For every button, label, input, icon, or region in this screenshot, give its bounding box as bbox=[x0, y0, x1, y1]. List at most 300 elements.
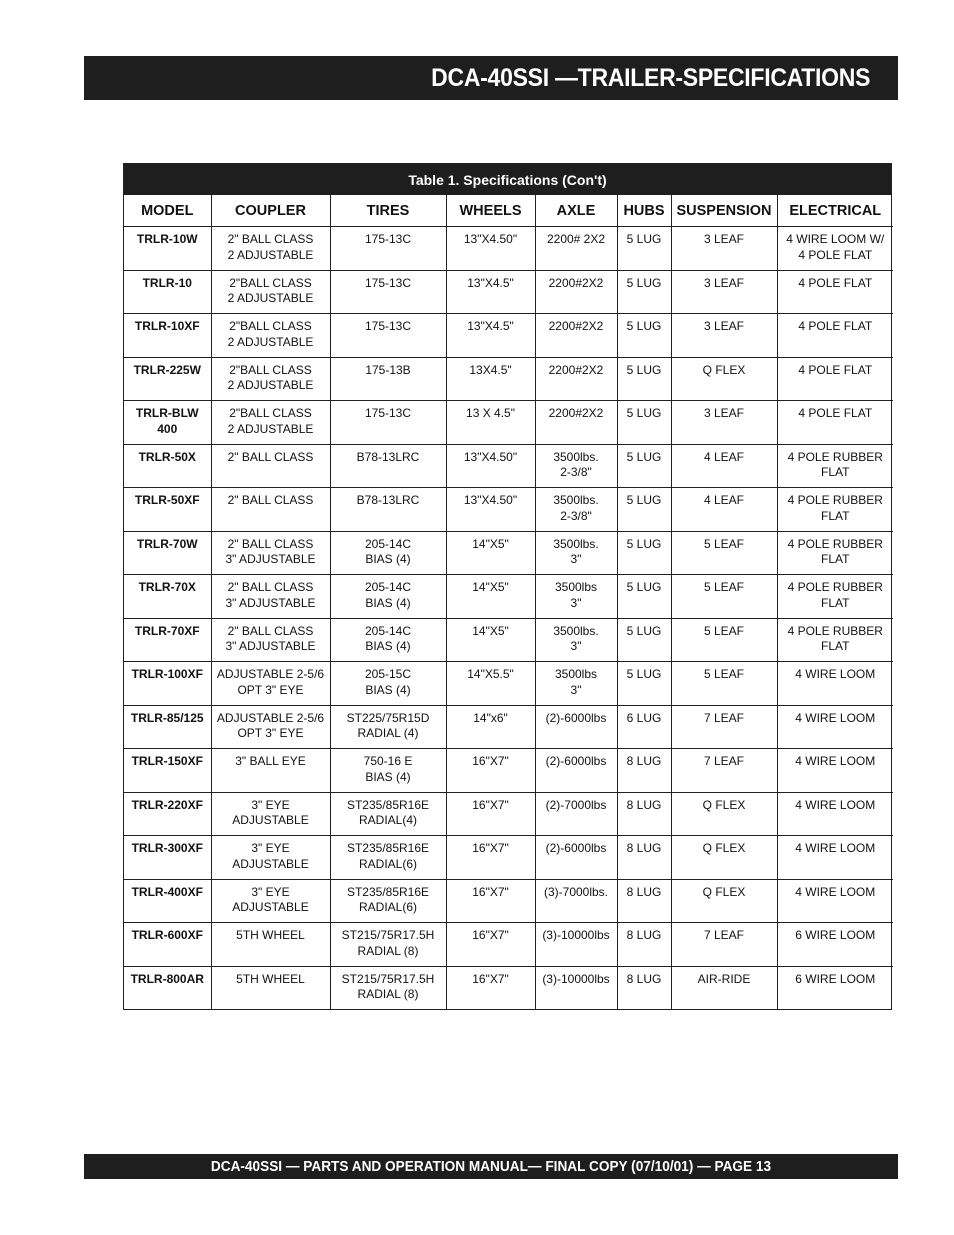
cell-text-line: B78-13LRC bbox=[356, 493, 420, 507]
cell-model bbox=[124, 401, 211, 445]
cell-text-line: 3 LEAF bbox=[703, 232, 745, 246]
cell-text-line: RADIAL (8) bbox=[357, 987, 419, 1001]
cell-electrical bbox=[777, 488, 893, 532]
cell-text-line: 750-16 E bbox=[363, 754, 413, 768]
cell-text-line: BIAS (4) bbox=[365, 552, 411, 566]
cell-electrical bbox=[777, 314, 893, 358]
cell-model bbox=[124, 531, 211, 575]
cell-wheels bbox=[446, 270, 535, 314]
cell-wheels bbox=[446, 966, 535, 1009]
cell-text-line: ADJUSTABLE 2-5/6 bbox=[216, 710, 325, 725]
cell-suspension bbox=[671, 705, 777, 749]
cell-text-line: 4 POLE FLAT bbox=[798, 275, 873, 290]
cell-coupler bbox=[211, 401, 330, 445]
cell-text-line: 4 WIRE LOOM bbox=[795, 710, 876, 725]
cell-text-line: 205-14C bbox=[364, 623, 412, 638]
cell-text-line: ADJUSTABLE bbox=[232, 813, 309, 827]
table-row bbox=[124, 749, 893, 793]
cell-wheels bbox=[446, 792, 535, 836]
cell-coupler bbox=[211, 836, 330, 880]
cell-text-line: BIAS (4) bbox=[365, 595, 411, 610]
cell-text-line: 5 LUG bbox=[626, 580, 662, 594]
cell-hubs bbox=[617, 575, 671, 619]
table-row bbox=[124, 357, 893, 401]
cell-electrical bbox=[777, 705, 893, 749]
cell-text-line: OPT 3" EYE bbox=[237, 726, 304, 740]
cell-text-line: 5 LUG bbox=[626, 623, 662, 638]
specifications-table bbox=[123, 163, 892, 1010]
cell-text-line: 4 POLE FLAT bbox=[798, 362, 873, 377]
cell-model bbox=[124, 966, 211, 1009]
cell-text-line: TRLR-800AR bbox=[130, 971, 204, 986]
cell-text-line: 7 LEAF bbox=[703, 928, 745, 942]
cell-wheels bbox=[446, 227, 535, 271]
cell-suspension bbox=[671, 444, 777, 488]
cell-text-line: 5 LUG bbox=[626, 493, 662, 507]
cell-text-line: 5 LUG bbox=[626, 536, 662, 551]
cell-suspension bbox=[671, 618, 777, 662]
cell-text-line: 2" BALL CLASS bbox=[227, 580, 314, 594]
cell-coupler bbox=[211, 270, 330, 314]
cell-hubs bbox=[617, 270, 671, 314]
cell-text-line: 175-13C bbox=[364, 275, 412, 290]
cell-text-line: 3 LEAF bbox=[703, 275, 745, 290]
cell-electrical bbox=[777, 836, 893, 880]
cell-axle bbox=[535, 966, 617, 1009]
cell-hubs bbox=[617, 836, 671, 880]
cell-model bbox=[124, 923, 211, 967]
cell-coupler bbox=[211, 488, 330, 532]
cell-text-line: 3500lbs. bbox=[553, 536, 599, 551]
cell-suspension bbox=[671, 357, 777, 401]
cell-text-line: ST235/85R16E bbox=[346, 797, 430, 812]
cell-text-line: 16"X7" bbox=[472, 884, 509, 899]
cell-text-line: RADIAL(6) bbox=[358, 900, 417, 914]
table-row bbox=[124, 618, 893, 662]
cell-text-line: TRLR-10 bbox=[142, 275, 192, 290]
column-header-suspension: SUSPENSION bbox=[671, 195, 777, 227]
cell-hubs bbox=[617, 444, 671, 488]
cell-text-line: 175-13C bbox=[364, 232, 412, 246]
cell-text-line: 2-3/8" bbox=[560, 465, 592, 479]
column-header-hubs: HUBS bbox=[617, 195, 671, 227]
cell-text-line: 2"BALL CLASS bbox=[229, 319, 312, 333]
table-row bbox=[124, 792, 893, 836]
column-header-model: MODEL bbox=[124, 195, 211, 227]
cell-text-line: TRLR-10XF bbox=[134, 319, 200, 333]
cell-text-line: (2)-6000lbs bbox=[545, 754, 607, 768]
cell-text-line: 2" BALL CLASS bbox=[227, 232, 314, 246]
cell-suspension bbox=[671, 401, 777, 445]
spec-grid bbox=[124, 195, 893, 1009]
cell-text-line: 2 ADJUSTABLE bbox=[227, 378, 314, 392]
cell-text-line: 5 LUG bbox=[626, 449, 662, 464]
cell-text-line: TRLR-70X bbox=[138, 580, 196, 594]
cell-text-line: Q FLEX bbox=[702, 797, 746, 812]
page-title: DCA-40SSI —TRAILER-SPECIFICATIONS bbox=[430, 63, 870, 92]
cell-text-line: 14"X5" bbox=[472, 536, 509, 551]
cell-hubs bbox=[617, 966, 671, 1009]
cell-text-line: TRLR-10W bbox=[136, 232, 198, 246]
cell-model bbox=[124, 357, 211, 401]
cell-text-line: 8 LUG bbox=[626, 797, 662, 812]
cell-electrical bbox=[777, 531, 893, 575]
cell-tires bbox=[330, 488, 446, 532]
cell-tires bbox=[330, 879, 446, 923]
cell-suspension bbox=[671, 575, 777, 619]
cell-text-line: 4 POLE RUBBER bbox=[787, 536, 883, 551]
cell-electrical bbox=[777, 270, 893, 314]
cell-wheels bbox=[446, 401, 535, 445]
cell-text-line: 400 bbox=[157, 421, 178, 436]
cell-text-line: 2"BALL CLASS bbox=[229, 275, 312, 290]
page-footer bbox=[84, 1154, 898, 1179]
cell-axle bbox=[535, 836, 617, 880]
cell-tires bbox=[330, 531, 446, 575]
cell-text-line: 175-13C bbox=[364, 319, 412, 333]
cell-text-line: 16"X7" bbox=[472, 928, 509, 942]
cell-text-line: ST215/75R17.5H bbox=[341, 928, 435, 942]
cell-text-line: 7 LEAF bbox=[703, 710, 745, 725]
cell-tires bbox=[330, 401, 446, 445]
table-header-row bbox=[124, 195, 893, 227]
cell-tires bbox=[330, 923, 446, 967]
cell-axle bbox=[535, 618, 617, 662]
cell-axle bbox=[535, 488, 617, 532]
cell-tires bbox=[330, 836, 446, 880]
cell-text-line: TRLR-300XF bbox=[131, 841, 203, 855]
cell-hubs bbox=[617, 488, 671, 532]
table-row bbox=[124, 401, 893, 445]
cell-text-line: BIAS (4) bbox=[365, 769, 411, 784]
cell-text-line: 4 WIRE LOOM bbox=[795, 667, 876, 681]
cell-text-line: 5 LUG bbox=[626, 319, 662, 333]
cell-axle bbox=[535, 444, 617, 488]
table-row bbox=[124, 705, 893, 749]
cell-hubs bbox=[617, 357, 671, 401]
cell-wheels bbox=[446, 662, 535, 706]
cell-text-line: 2-3/8" bbox=[560, 508, 592, 523]
cell-tires bbox=[330, 357, 446, 401]
cell-tires bbox=[330, 575, 446, 619]
cell-suspension bbox=[671, 792, 777, 836]
cell-text-line: 3" ADJUSTABLE bbox=[225, 595, 316, 610]
cell-text-line: 2" BALL CLASS bbox=[227, 449, 314, 464]
cell-coupler bbox=[211, 227, 330, 271]
cell-model bbox=[124, 227, 211, 271]
cell-model bbox=[124, 314, 211, 358]
cell-text-line: RADIAL (8) bbox=[357, 943, 419, 958]
cell-hubs bbox=[617, 923, 671, 967]
cell-axle bbox=[535, 575, 617, 619]
cell-wheels bbox=[446, 749, 535, 793]
cell-text-line: FLAT bbox=[821, 595, 850, 610]
cell-tires bbox=[330, 314, 446, 358]
page-header bbox=[84, 56, 898, 100]
cell-text-line: 14"X5" bbox=[472, 623, 509, 638]
cell-text-line: 8 LUG bbox=[626, 754, 662, 768]
cell-hubs bbox=[617, 792, 671, 836]
cell-text-line: 2200# 2X2 bbox=[546, 232, 606, 246]
cell-text-line: 4 POLE FLAT bbox=[798, 319, 873, 333]
cell-tires bbox=[330, 966, 446, 1009]
cell-text-line: 16"X7" bbox=[472, 841, 509, 855]
cell-text-line: 13"X4.50" bbox=[463, 449, 518, 464]
cell-text-line: 4 POLE FLAT bbox=[798, 406, 873, 420]
cell-text-line: TRLR-50X bbox=[138, 449, 196, 464]
table-row bbox=[124, 923, 893, 967]
cell-text-line: 205-14C bbox=[364, 580, 412, 594]
cell-text-line: Q FLEX bbox=[702, 362, 746, 377]
cell-text-line: 13 X 4.5" bbox=[466, 406, 515, 420]
table-row bbox=[124, 444, 893, 488]
cell-coupler bbox=[211, 357, 330, 401]
cell-tires bbox=[330, 270, 446, 314]
cell-text-line: 5 LUG bbox=[626, 406, 662, 420]
cell-text-line: 4 POLE RUBBER bbox=[787, 623, 883, 638]
cell-text-line: 8 LUG bbox=[626, 841, 662, 855]
cell-axle bbox=[535, 792, 617, 836]
cell-text-line: FLAT bbox=[821, 552, 850, 566]
cell-text-line: 2200#2X2 bbox=[548, 362, 604, 377]
cell-text-line: 8 LUG bbox=[626, 928, 662, 942]
cell-electrical bbox=[777, 879, 893, 923]
cell-suspension bbox=[671, 488, 777, 532]
cell-text-line: 5 LEAF bbox=[703, 623, 745, 638]
cell-tires bbox=[330, 792, 446, 836]
cell-model bbox=[124, 792, 211, 836]
cell-wheels bbox=[446, 879, 535, 923]
cell-text-line: 5 LEAF bbox=[703, 536, 745, 551]
cell-text-line: 3" bbox=[570, 682, 582, 697]
cell-text-line: 3500lbs bbox=[554, 580, 598, 594]
cell-text-line: 5 LUG bbox=[626, 362, 662, 377]
cell-model bbox=[124, 444, 211, 488]
cell-wheels bbox=[446, 488, 535, 532]
cell-text-line: TRLR-400XF bbox=[131, 884, 203, 899]
cell-text-line: TRLR-600XF bbox=[131, 928, 203, 942]
cell-wheels bbox=[446, 531, 535, 575]
cell-text-line: TRLR-220XF bbox=[131, 797, 203, 812]
cell-text-line: 4 WIRE LOOM bbox=[795, 841, 876, 855]
cell-text-line: TRLR-70W bbox=[136, 536, 198, 551]
cell-electrical bbox=[777, 966, 893, 1009]
cell-text-line: RADIAL (4) bbox=[357, 726, 419, 740]
cell-text-line: TRLR-50XF bbox=[134, 493, 200, 507]
cell-coupler bbox=[211, 662, 330, 706]
cell-text-line: 13X4.5" bbox=[469, 362, 512, 377]
cell-text-line: 16"X7" bbox=[472, 971, 509, 986]
cell-text-line: 16"X7" bbox=[472, 754, 509, 768]
cell-coupler bbox=[211, 618, 330, 662]
cell-electrical bbox=[777, 923, 893, 967]
cell-text-line: 175-13C bbox=[364, 406, 412, 420]
cell-text-line: 4 POLE RUBBER bbox=[787, 449, 883, 464]
cell-hubs bbox=[617, 705, 671, 749]
column-header-coupler: COUPLER bbox=[211, 195, 330, 227]
cell-text-line: RADIAL(6) bbox=[358, 856, 417, 871]
cell-text-line: (3)-10000lbs bbox=[542, 928, 610, 942]
cell-wheels bbox=[446, 618, 535, 662]
column-header-tires: TIRES bbox=[330, 195, 446, 227]
cell-text-line: 5 LEAF bbox=[703, 580, 745, 594]
cell-text-line: OPT 3" EYE bbox=[237, 682, 304, 697]
cell-axle bbox=[535, 923, 617, 967]
cell-wheels bbox=[446, 705, 535, 749]
cell-model bbox=[124, 270, 211, 314]
cell-text-line: 13"X4.5" bbox=[467, 319, 514, 333]
cell-text-line: 13"X4.50" bbox=[463, 493, 518, 507]
cell-coupler bbox=[211, 879, 330, 923]
cell-text-line: TRLR-85/125 bbox=[130, 710, 204, 725]
cell-text-line: B78-13LRC bbox=[356, 449, 420, 464]
cell-text-line: 2"BALL CLASS bbox=[229, 406, 312, 420]
cell-text-line: 4 POLE RUBBER bbox=[787, 580, 883, 594]
cell-text-line: 13"X4.50" bbox=[463, 232, 518, 246]
cell-text-line: 6 LUG bbox=[626, 710, 662, 725]
cell-electrical bbox=[777, 401, 893, 445]
cell-model bbox=[124, 575, 211, 619]
cell-model bbox=[124, 749, 211, 793]
cell-wheels bbox=[446, 923, 535, 967]
cell-text-line: Q FLEX bbox=[702, 884, 746, 899]
table-row bbox=[124, 488, 893, 532]
cell-hubs bbox=[617, 227, 671, 271]
table-row bbox=[124, 836, 893, 880]
cell-text-line: (3)-7000lbs. bbox=[543, 884, 609, 899]
cell-electrical bbox=[777, 575, 893, 619]
cell-text-line: 3500lbs. bbox=[553, 449, 599, 464]
cell-text-line: 2200#2X2 bbox=[548, 406, 604, 420]
cell-axle bbox=[535, 270, 617, 314]
cell-text-line: 13"X4.5" bbox=[467, 275, 514, 290]
cell-coupler bbox=[211, 792, 330, 836]
cell-text-line: 4 WIRE LOOM W/ bbox=[786, 232, 885, 246]
cell-suspension bbox=[671, 227, 777, 271]
table-caption: Table 1. Specifications (Con't) bbox=[124, 164, 891, 195]
table-row bbox=[124, 966, 893, 1009]
cell-axle bbox=[535, 227, 617, 271]
cell-text-line: 5TH WHEEL bbox=[236, 971, 305, 986]
cell-text-line: ST225/75R15D bbox=[346, 710, 430, 725]
cell-suspension bbox=[671, 836, 777, 880]
cell-text-line: 175-13B bbox=[365, 362, 411, 377]
cell-text-line: 2 ADJUSTABLE bbox=[227, 247, 314, 262]
cell-text-line: 3" bbox=[570, 639, 582, 653]
cell-text-line: RADIAL(4) bbox=[358, 813, 417, 827]
cell-suspension bbox=[671, 966, 777, 1009]
table-row bbox=[124, 270, 893, 314]
column-header-wheels: WHEELS bbox=[446, 195, 535, 227]
cell-electrical bbox=[777, 227, 893, 271]
cell-text-line: TRLR-225W bbox=[133, 362, 201, 377]
cell-text-line: BIAS (4) bbox=[365, 639, 411, 653]
cell-text-line: 4 WIRE LOOM bbox=[795, 884, 876, 899]
cell-suspension bbox=[671, 923, 777, 967]
cell-axle bbox=[535, 879, 617, 923]
cell-hubs bbox=[617, 314, 671, 358]
table-body bbox=[124, 227, 893, 1010]
cell-tires bbox=[330, 618, 446, 662]
cell-axle bbox=[535, 705, 617, 749]
cell-text-line: 4 LEAF bbox=[703, 449, 745, 464]
cell-text-line: 14"X5.5" bbox=[467, 667, 514, 681]
cell-text-line: 4 WIRE LOOM bbox=[795, 754, 876, 768]
cell-suspension bbox=[671, 531, 777, 575]
cell-text-line: 3" bbox=[570, 552, 582, 566]
cell-electrical bbox=[777, 792, 893, 836]
cell-electrical bbox=[777, 749, 893, 793]
cell-text-line: Q FLEX bbox=[702, 841, 746, 855]
cell-model bbox=[124, 618, 211, 662]
cell-text-line: 16"X7" bbox=[472, 797, 509, 812]
cell-axle bbox=[535, 314, 617, 358]
cell-text-line: 2 ADJUSTABLE bbox=[227, 421, 314, 436]
column-header-axle: AXLE bbox=[535, 195, 617, 227]
cell-text-line: 5 LUG bbox=[626, 232, 662, 246]
cell-text-line: ST235/85R16E bbox=[346, 884, 430, 899]
cell-wheels bbox=[446, 836, 535, 880]
cell-text-line: FLAT bbox=[821, 639, 850, 653]
cell-hubs bbox=[617, 662, 671, 706]
cell-coupler bbox=[211, 749, 330, 793]
cell-text-line: ST235/85R16E bbox=[346, 841, 430, 855]
cell-coupler bbox=[211, 705, 330, 749]
cell-text-line: 205-15C bbox=[364, 667, 412, 681]
cell-electrical bbox=[777, 444, 893, 488]
cell-text-line: FLAT bbox=[821, 465, 850, 479]
footer-text: DCA-40SSI — PARTS AND OPERATION MANUAL— FINAL COPY (07/10/01) — PAGE 13 bbox=[210, 1158, 772, 1175]
cell-model bbox=[124, 488, 211, 532]
cell-electrical bbox=[777, 357, 893, 401]
cell-text-line: 3" ADJUSTABLE bbox=[225, 639, 316, 653]
cell-text-line: 2 ADJUSTABLE bbox=[227, 291, 314, 305]
cell-text-line: 3 LEAF bbox=[703, 319, 745, 333]
cell-hubs bbox=[617, 879, 671, 923]
cell-text-line: 5 LUG bbox=[626, 667, 662, 681]
cell-text-line: 14"X5" bbox=[472, 580, 509, 594]
cell-text-line: TRLR-70XF bbox=[134, 623, 200, 638]
cell-text-line: 7 LEAF bbox=[703, 754, 745, 768]
cell-text-line: 2200#2X2 bbox=[548, 319, 604, 333]
cell-axle bbox=[535, 357, 617, 401]
cell-text-line: 4 WIRE LOOM bbox=[795, 797, 876, 812]
table-row bbox=[124, 227, 893, 271]
cell-coupler bbox=[211, 444, 330, 488]
cell-coupler bbox=[211, 531, 330, 575]
cell-hubs bbox=[617, 401, 671, 445]
cell-text-line: ADJUSTABLE bbox=[232, 856, 309, 871]
cell-axle bbox=[535, 531, 617, 575]
cell-text-line: 14"x6" bbox=[473, 710, 508, 725]
cell-text-line: (2)-7000lbs bbox=[545, 797, 607, 812]
cell-text-line: 6 WIRE LOOM bbox=[795, 971, 876, 986]
cell-text-line: 3500lbs. bbox=[553, 623, 599, 638]
cell-text-line: 3" EYE bbox=[251, 884, 290, 899]
cell-tires bbox=[330, 444, 446, 488]
cell-electrical bbox=[777, 618, 893, 662]
table-row bbox=[124, 531, 893, 575]
cell-text-line: (2)-6000lbs bbox=[545, 841, 607, 855]
cell-hubs bbox=[617, 749, 671, 793]
cell-wheels bbox=[446, 357, 535, 401]
cell-text-line: 5TH WHEEL bbox=[236, 928, 305, 942]
cell-wheels bbox=[446, 314, 535, 358]
cell-text-line: 2" BALL CLASS bbox=[227, 493, 314, 507]
cell-text-line: 5 LUG bbox=[626, 275, 662, 290]
cell-text-line: 4 POLE RUBBER bbox=[787, 493, 883, 507]
cell-text-line: 2200#2X2 bbox=[548, 275, 604, 290]
